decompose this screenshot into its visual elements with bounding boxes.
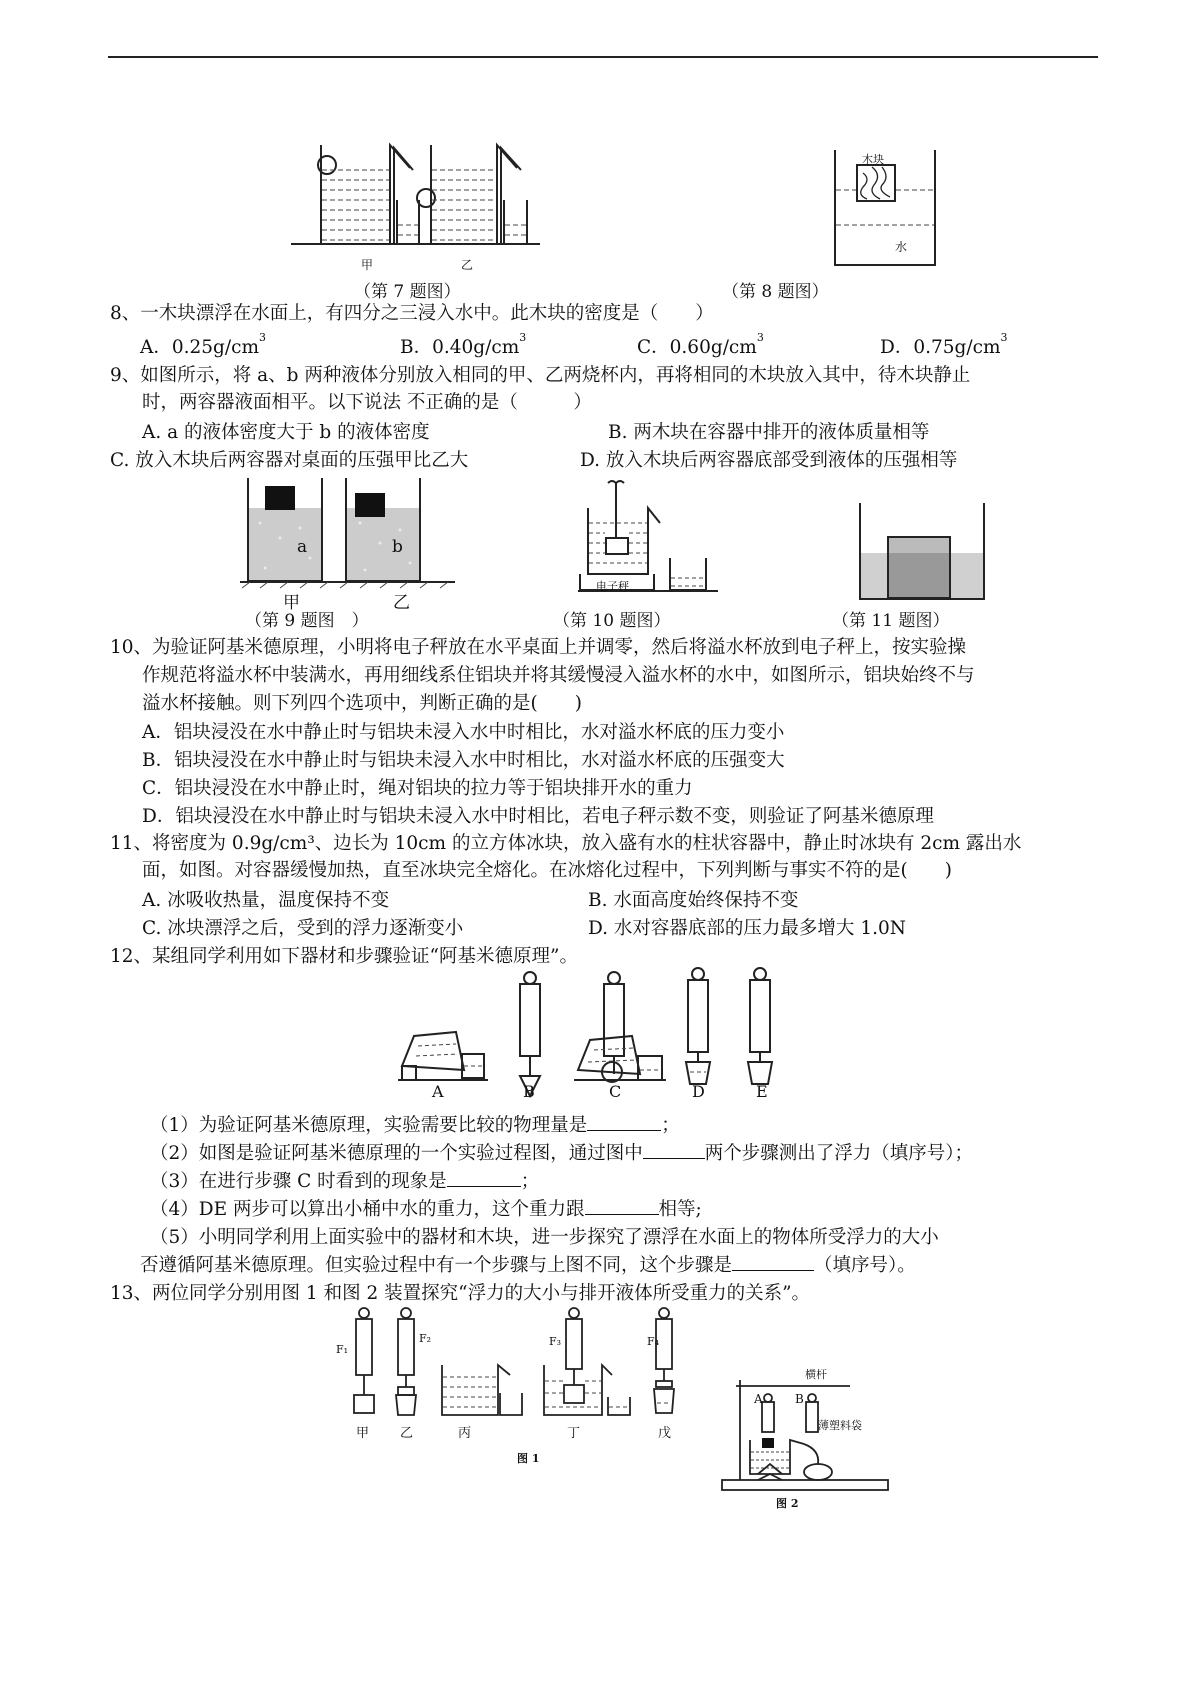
fig8-label-block: 木块 xyxy=(862,153,884,166)
q11-line-2: 面，如图。对容器缓慢加热，直至冰块完全熔化。在冰熔化过程中，下列判断与事实不符的是( ) xyxy=(142,860,952,881)
fig10-label-scale: 电子秤 xyxy=(596,580,629,593)
fig7-label-yi: 乙 xyxy=(461,258,474,272)
fig13-label-f1: F₁ xyxy=(336,1343,349,1356)
q9-line-2: 时，两容器液面相平。以下说法 不正确的是（ ） xyxy=(142,392,592,413)
q10-line-2: 作规范将溢水杯中装满水，再用细线系住铝块并将其缓慢浸入溢水杯的水中，如图所示，铝块始终不与 xyxy=(142,665,975,686)
fig9-label-b: b xyxy=(392,537,403,557)
q12-blank-4[interactable] xyxy=(585,1197,659,1215)
fig8-caption: （第 8 题图） xyxy=(722,282,829,302)
fig12-label-c: C xyxy=(609,1082,622,1101)
q9-line-1: 9、如图所示，将 a、b 两种液体分别放入相同的甲、乙两烧杯内，再将相同的木块放入其中，待木块静止 xyxy=(110,365,971,386)
q11-option-b: B. 水面高度始终保持不变 xyxy=(588,890,799,911)
fig9-label-a: a xyxy=(297,537,308,557)
q10-option-c: C．铝块浸没在水中静止时，绳对铝块的拉力等于铝块排开水的重力 xyxy=(142,778,693,799)
q9-option-d: D. 放入木块后两容器底部受到液体的压强相等 xyxy=(580,450,958,471)
fig7-caption: （第 7 题图） xyxy=(354,282,461,302)
figure-9 xyxy=(240,478,460,588)
fig13-label-bag: 薄塑料袋 xyxy=(818,1419,862,1432)
fig8-label-water: 水 xyxy=(895,240,908,254)
q13-stem: 13、两位同学分别用图 1 和图 2 装置探究“浮力的大小与排开液体所受重力的关系”。 xyxy=(110,1283,811,1304)
fig13-label-fig2: 图 2 xyxy=(776,1497,799,1510)
figure-7 xyxy=(285,140,545,270)
fig10-caption: （第 10 题图） xyxy=(553,611,671,631)
q10-line-3: 溢水杯接触。则下列四个选项中，判断正确的是( ) xyxy=(142,693,582,714)
fig13-label-wu: 戊 xyxy=(658,1426,672,1441)
fig13-label-ding: 丁 xyxy=(567,1426,581,1441)
fig13-label-f4: F₄ xyxy=(647,1335,660,1348)
figure-12 xyxy=(398,966,798,1106)
fig13-label-crossbar: 横杆 xyxy=(805,1368,827,1381)
fig9-caption: （第 9 题图 ） xyxy=(245,611,369,631)
q12-sub-6: 否遵循阿基米德原理。但实验过程中有一个步骤与上图不同，这个步骤是 （填序号）。 xyxy=(140,1255,916,1276)
fig9-label-jia: 甲 xyxy=(283,593,300,613)
fig9-label-yi: 乙 xyxy=(393,593,410,613)
fig13-label-f2: F₂ xyxy=(419,1332,432,1345)
q10-line-1: 10、为验证阿基米德原理，小明将电子秤放在水平桌面上并调零，然后将溢水杯放到电子秤上，按实验操 xyxy=(110,637,967,658)
fig13-label-jia: 甲 xyxy=(356,1426,370,1441)
q11-option-c: C. 冰块漂浮之后，受到的浮力逐渐变小 xyxy=(142,918,464,939)
q12-blank-2[interactable] xyxy=(643,1141,705,1159)
q11-option-a: A. 冰吸收热量，温度保持不变 xyxy=(142,890,390,911)
fig12-label-b: B xyxy=(523,1082,535,1101)
q12-sub-1: （1）为验证阿基米德原理，实验需要比较的物理量是 ； xyxy=(150,1115,680,1136)
fig13-label-bing: 丙 xyxy=(458,1426,472,1441)
fig12-label-d: D xyxy=(692,1082,705,1101)
q8-stem: 8、一木块漂浮在水面上，有四分之三浸入水中。此木块的密度是（ ） xyxy=(110,303,714,324)
fig11-caption: （第 11 题图） xyxy=(832,611,950,631)
header-rule xyxy=(108,56,1098,58)
fig13-label-a: A xyxy=(754,1392,763,1406)
q8-option-b: B．$0.40g/cm^3$ xyxy=(400,331,527,358)
q11-option-d: D. 水对容器底部的压力最多增大 1.0N xyxy=(588,918,906,939)
fig13-label-yi: 乙 xyxy=(400,1426,414,1441)
fig13-label-f3: F₃ xyxy=(549,1335,562,1348)
q10-option-a: A．铝块浸没在水中静止时与铝块未浸入水中时相比，水对溢水杯底的压力变小 xyxy=(142,722,785,743)
fig13-label-b: B xyxy=(795,1392,804,1406)
figure-8 xyxy=(830,145,940,270)
q9-option-b: B. 两木块在容器中排开的液体质量相等 xyxy=(608,422,930,443)
q9-option-c: C. 放入木块后两容器对桌面的压强甲比乙大 xyxy=(110,450,469,471)
fig13-label-fig1: 图 1 xyxy=(517,1452,540,1465)
q8-option-d: D．$0.75g/cm^3$ xyxy=(880,331,1008,358)
q8-option-c: C．$0.60g/cm^3$ xyxy=(637,331,764,358)
q10-option-b: B．铝块浸没在水中静止时与铝块未浸入水中时相比，水对溢水杯底的压强变大 xyxy=(142,750,785,771)
q12-sub-4: （4）DE 两步可以算出小桶中水的重力，这个重力跟 相等; xyxy=(150,1199,702,1220)
q12-stem: 12、某组同学利用如下器材和步骤验证“阿基米德原理”。 xyxy=(110,946,578,967)
figure-13-fig1 xyxy=(340,1305,710,1425)
q12-blank-5[interactable] xyxy=(732,1253,814,1271)
fig7-label-jia: 甲 xyxy=(361,258,374,272)
q10-option-d: D．铝块浸没在水中静止时与铝块未浸入水中时相比，若电子秤示数不变，则验证了阿基米德原理 xyxy=(142,806,934,827)
q12-sub-5: （5）小明同学利用上面实验中的器材和木块，进一步探究了漂浮在水面上的物体所受浮力的大小 xyxy=(150,1227,939,1248)
q8-option-a: A．$0.25g/cm^3$ xyxy=(140,331,267,358)
fig12-label-e: E xyxy=(756,1082,768,1101)
q11-line-1: 11、将密度为 0.9g/cm³、边长为 10cm 的立方体冰块，放入盛有水的柱状容器中，静止时冰块有 2cm 露出水 xyxy=(110,833,1022,854)
figure-11 xyxy=(858,503,988,603)
figure-13-fig2 xyxy=(720,1380,900,1492)
q9-option-a: A. a 的液体密度大于 b 的液体密度 xyxy=(142,422,430,443)
q12-sub-2: （2）如图是验证阿基米德原理的一个实验过程图，通过图中 两个步骤测出了浮力（填序号）； xyxy=(150,1143,974,1164)
q12-blank-1[interactable] xyxy=(587,1113,661,1131)
q12-blank-3[interactable] xyxy=(447,1169,521,1187)
fig12-label-a: A xyxy=(432,1082,444,1101)
q12-sub-3: （3）在进行步骤 C 时看到的现象是 ； xyxy=(150,1171,540,1192)
